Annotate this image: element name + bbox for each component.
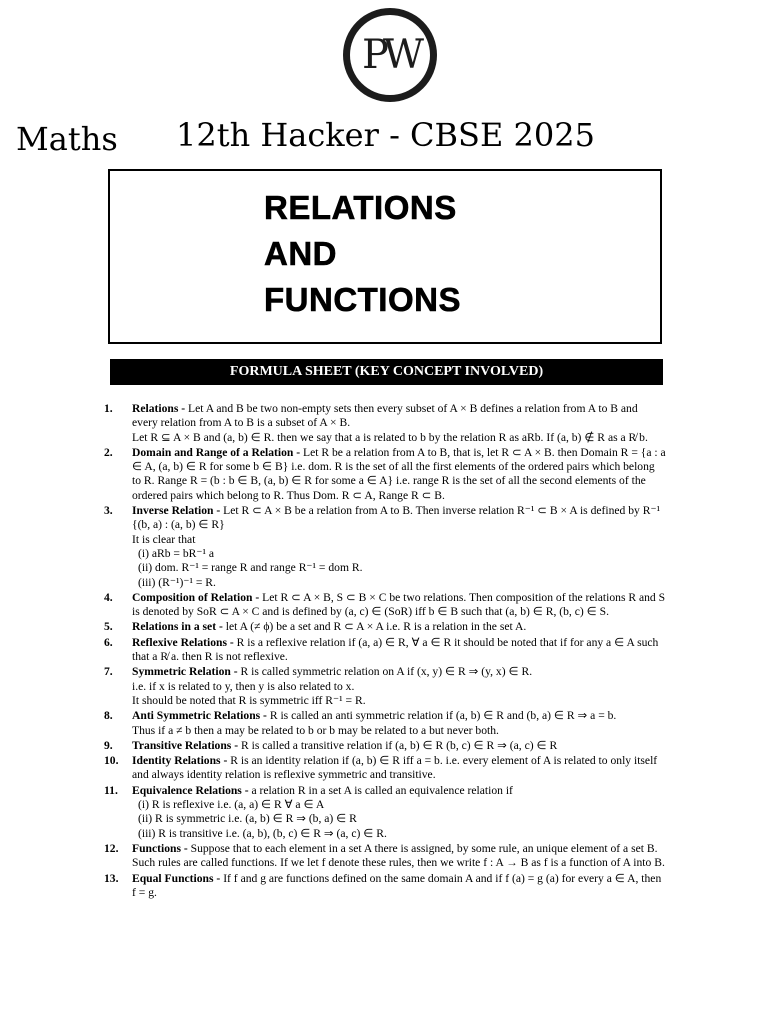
item-line [132,872,666,901]
item-number: 9. [104,738,113,752]
concept-item [104,504,666,590]
item-text: R is called an anti symmetric relation if (a, b) ∈ R and (b, a) ∈ R ⇒ a = b. [269,709,617,723]
chapter-title-line: RELATIONS [264,189,457,226]
item-number: 4. [104,590,113,604]
concept-list [104,402,666,901]
item-heading: Inverse Relation - [132,504,221,518]
item-number: 3. [104,504,113,518]
item-line: It is clear that [132,532,196,546]
item-heading: Functions - [132,841,188,855]
item-heading: Relations in a set - [132,620,223,634]
item-heading: Transitive Relations - [132,738,239,752]
item-line: i.e. if x is related to y, then y is also related to x. [132,679,355,693]
concept-item [104,620,666,634]
item-number: 2. [104,445,113,459]
formula-sheet-banner: FORMULA SHEET (KEY CONCEPT INVOLVED) [110,359,663,385]
item-number: 1. [104,402,113,415]
item-number: 10. [104,754,119,768]
pw-logo [343,8,437,102]
item-line [132,636,666,665]
item-heading: Relations - [132,402,186,415]
item-heading: Equivalence Relations - [132,783,249,797]
item-heading: Composition of Relation - [132,590,260,604]
item-text: Let A and B be two non-empty sets then every subset of A × B defines a relation from A to B and every relation from A to B is a subset of A × B. [132,402,638,430]
item-number: 11. [104,783,118,797]
item-text: a relation R in a set A is called an equivalence relation if [251,783,513,797]
item-line: (i) R is reflexive i.e. (a, a) ∈ R ∀ a ∈ A [138,798,325,812]
item-line [132,739,666,753]
item-line: Let R ⊆ A × B and (a, b) ∈ R. then we say that a is related to b by the relation R as aRb. If (a, b) ∉ R as a R̸ b. [132,430,648,444]
item-text: R is called a transitive relation if (a, b) ∈ R (b, c) ∈ R ⇒ (a, c) ∈ R [240,738,558,752]
concept-item [104,754,666,783]
chapter-title-line: AND [264,235,337,272]
item-line: (iii) (R⁻¹)⁻¹ = R. [138,575,216,589]
item-line [132,402,666,431]
item-heading: Reflexive Relations - [132,635,234,649]
subject-label: Maths [16,120,118,158]
concept-item [104,591,666,620]
item-line [132,620,666,634]
chapter-title-line: FUNCTIONS [264,281,461,318]
item-line [132,446,666,503]
item-text: R is called symmetric relation on A if (x, y) ∈ R ⇒ (y, x) ∈ R. [240,665,533,679]
item-number: 13. [104,871,119,885]
item-number: 5. [104,620,113,634]
item-text: let A (≠ ϕ) be a set and R ⊂ A × A i.e. R is a relation in the set A. [225,620,527,634]
concept-item [104,842,666,871]
chapter-title [264,185,461,323]
item-line [132,591,666,620]
chapter-title-box [108,169,662,344]
item-heading: Identity Relations - [132,754,228,768]
item-line: (ii) dom. R⁻¹ = range R and range R⁻¹ = dom R. [138,561,363,575]
item-text: Let R be a relation from A to B, that is, let R ⊂ A × B. then Domain R = {a : a ∈ A, (a, b) ∈ R for some b ∈ B} i.e. dom. R is the set of all the first elements of the ordered pairs which belong to R. Range R = (b : b ∈ B, (a, b) ∈ R for some a ∈ A} i.e. range R is the set of all the second elements of the ordered pairs which belong to R. Thus Dom. R ⊂ A, Range R ⊂ B. [132,445,666,502]
item-heading: Anti Symmetric Relations - [132,709,267,723]
concept-item [104,402,666,445]
concept-item [104,709,666,738]
item-number: 6. [104,635,113,649]
item-number: 12. [104,841,119,855]
item-line [132,665,666,679]
item-heading: Symmetric Relation - [132,665,238,679]
item-line: (iii) R is transitive i.e. (a, b), (b, c) ∈ R ⇒ (a, c) ∈ R. [138,826,387,840]
item-number: 7. [104,665,113,679]
item-text: R is an identity relation if (a, b) ∈ R iff a = b. i.e. every element of A is related to only itself and always identity relation is reflexive symmetric and transitive. [132,754,658,782]
concept-item [104,872,666,901]
item-line: It should be noted that R is symmetric iff R⁻¹ = R. [132,693,366,707]
item-text: R is a reflexive relation if (a, a) ∈ R, ∀ a ∈ R it should be noted that if for any a ∈ A such that a R̸ a. then R is not reflexive. [132,635,659,664]
item-heading: Domain and Range of a Relation - [132,445,301,459]
item-text: Let R ⊂ A × B, S ⊂ B × C be two relations. Then composition of the relations R and S is denoted by SoR ⊂ A × C and is defined by (a, c) ∈ (SoR) iff b ∈ B such that (a, b) ∈ R, (b, c) ∈ S. [132,590,666,619]
item-line [132,842,666,871]
item-line: Thus if a ≠ b then a may be related to b or b may be related to a but never both. [132,723,499,737]
item-line: (i) aRb = bR⁻¹ a [138,546,215,560]
concept-item [104,446,666,503]
concept-item [104,784,666,841]
concept-item [104,636,666,665]
item-line [132,709,666,723]
item-line [132,784,666,798]
item-line: (ii) R is symmetric i.e. (a, b) ∈ R ⇒ (b, a) ∈ R [138,812,357,826]
item-number: 8. [104,709,113,723]
item-line [132,504,666,533]
concept-item [104,739,666,753]
item-line [132,754,666,783]
concept-item [104,665,666,708]
logo-text: PW [361,32,419,78]
document-title: 12th Hacker - CBSE 2025 [176,116,595,154]
item-text: Let R ⊂ A × B be a relation from A to B. Then inverse relation R⁻¹ ⊂ B × A is defined by R⁻¹ {(b, a) : (a, b) ∈ R} [132,504,661,532]
item-text: Suppose that to each element in a set A there is assigned, by some rule, an unique element of a set B. Such rules are called functions. If we let f denote these rules, then we write f : A → B as f is a function of A into B. [132,841,665,870]
item-heading: Equal Functions - [132,871,221,885]
item-text: If f and g are functions defined on the same domain A and if f (a) = g (a) for every a ∈ A, then f = g. [132,871,662,899]
